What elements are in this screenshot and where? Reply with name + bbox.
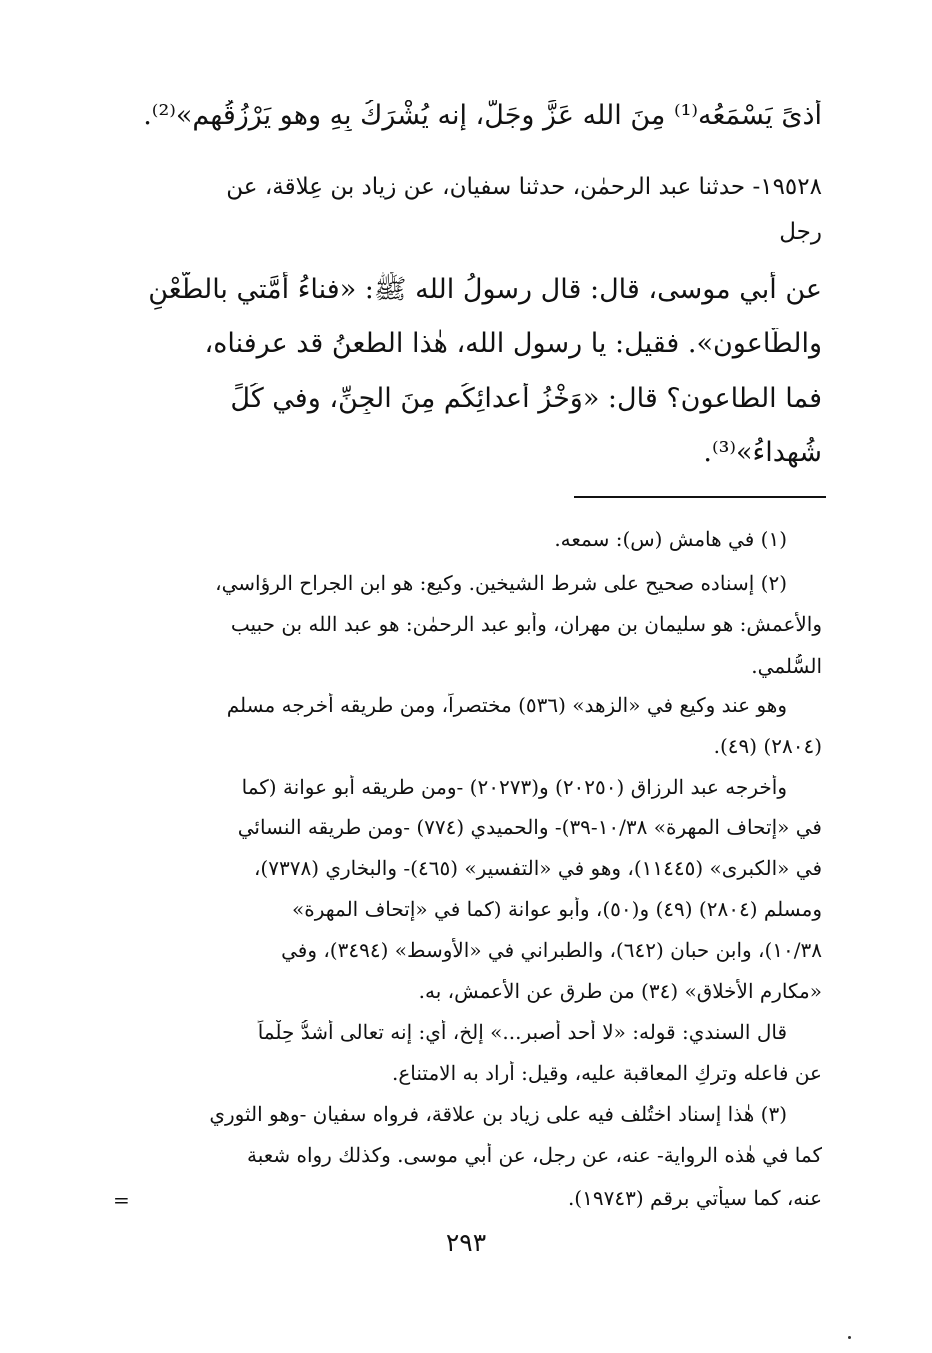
footnote-3-line-1: (٣) هٰذا إسناد اختُلف فيه على زياد بن علاقة، فرواه سفيان -وهو الثوري — [209, 1102, 787, 1126]
footnote-2-line-1: (٢) إسناده صحيح على شرط الشيخين. وكيع: هو ابن الجراح الرؤاسي، — [215, 571, 787, 595]
main-line-1: أَذىً يَسْمَعُه⁽¹⁾ مِنَ الله عَزَّ وجَلَّ، إنه يُشْرَكُ بِهِ وهو يَرْزُقُهم»⁽²⁾. — [143, 100, 822, 131]
page-number: ٢٩٣ — [445, 1228, 487, 1257]
footnote-2-line-7: في «إتحاف المهرة» ١٠/٣٨-٣٩)- والحميدي (٧٧٤) -ومن طريقه النسائي — [237, 815, 822, 839]
main-line-5: والطّاعون». فقيل: يا رسول الله، هٰذا الطعنُ قد عرفناه، — [204, 328, 822, 359]
footnote-2-line-9: ومسلم (٢٨٠٤) (٤٩) و(٥٠)، وأبو عوانة (كما في «إتحاف المهرة» — [292, 897, 822, 921]
continuation-mark: = — [113, 1188, 130, 1212]
footnote-3-line-3: عنه، كما سيأتي برقم (١٩٧٤٣). — [567, 1186, 822, 1210]
footnote-2-line-4: وهو عند وكيع في «الزهد» (٥٣٦) مختصراً، ومن طريقه أخرجه مسلم — [226, 693, 787, 717]
hadith-isnad-line: ١٩٥٢٨- حدثنا عبد الرحمٰن، حدثنا سفيان، عن زياد بن عِلاقة، عن — [226, 174, 822, 200]
footnote-2-line-5: (٢٨٠٤) (٤٩). — [713, 734, 822, 758]
footnote-2-line-13: عن فاعله وتركِ المعاقبة عليه، وقيل: أراد به الامتناع. — [392, 1061, 822, 1085]
footnote-2-line-3: السُّلمي. — [751, 654, 822, 678]
scan-speck — [848, 1336, 851, 1339]
footnote-2-line-6: وأخرجه عبد الرزاق (٢٠٢٥٠) و(٢٠٢٧٣) -ومن طريقه أبو عوانة (كما — [241, 775, 787, 799]
hadith-isnad-line-2: رجل — [779, 219, 822, 245]
main-line-7: شُهداءُ»⁽³⁾. — [703, 437, 822, 468]
main-line-4: عن أبي موسى، قال: قال رسولُ الله ﷺ: «فناءُ أُمَّتي بالطَّعْنِ — [148, 274, 822, 305]
footnote-1: (١) في هامش (س): سمعه. — [554, 527, 787, 551]
footnote-2-line-10: ١٠/٣٨)، وابن حبان (٦٤٢)، والطبراني في «الأوسط» (٣٤٩٤)، وفي — [281, 938, 822, 962]
footnote-3-line-2: كما في هٰذه الرواية- عنه، عن رجل، عن أبي موسى. وكذلك رواه شعبة — [246, 1143, 822, 1167]
footnote-2-line-2: والأعمش: هو سليمان بن مهران، وأبو عبد الرحمٰن: هو عبد الله بن حبيب — [230, 612, 822, 636]
footnote-2-line-11: «مكارم الأخلاق» (٣٤) من طرق عن الأعمش، به. — [418, 979, 822, 1003]
footnote-2-line-12: قال السندي: قوله: «لا أحد أصبر...» إلخ، أي: إنه تعالى أشدُّ حِلْماً — [257, 1020, 787, 1044]
footnote-2-line-8: في «الكبرى» (١١٤٤٥)، وهو في «التفسير» (٤٦٥)- والبخاري (٧٣٧٨)، — [253, 856, 822, 880]
footnote-divider — [574, 496, 826, 498]
main-line-6: فما الطاعون؟ قال: «وَخْزُ أعدائِكُم مِنَ الجِنِّ، وفي كُلٍّ — [230, 383, 822, 414]
